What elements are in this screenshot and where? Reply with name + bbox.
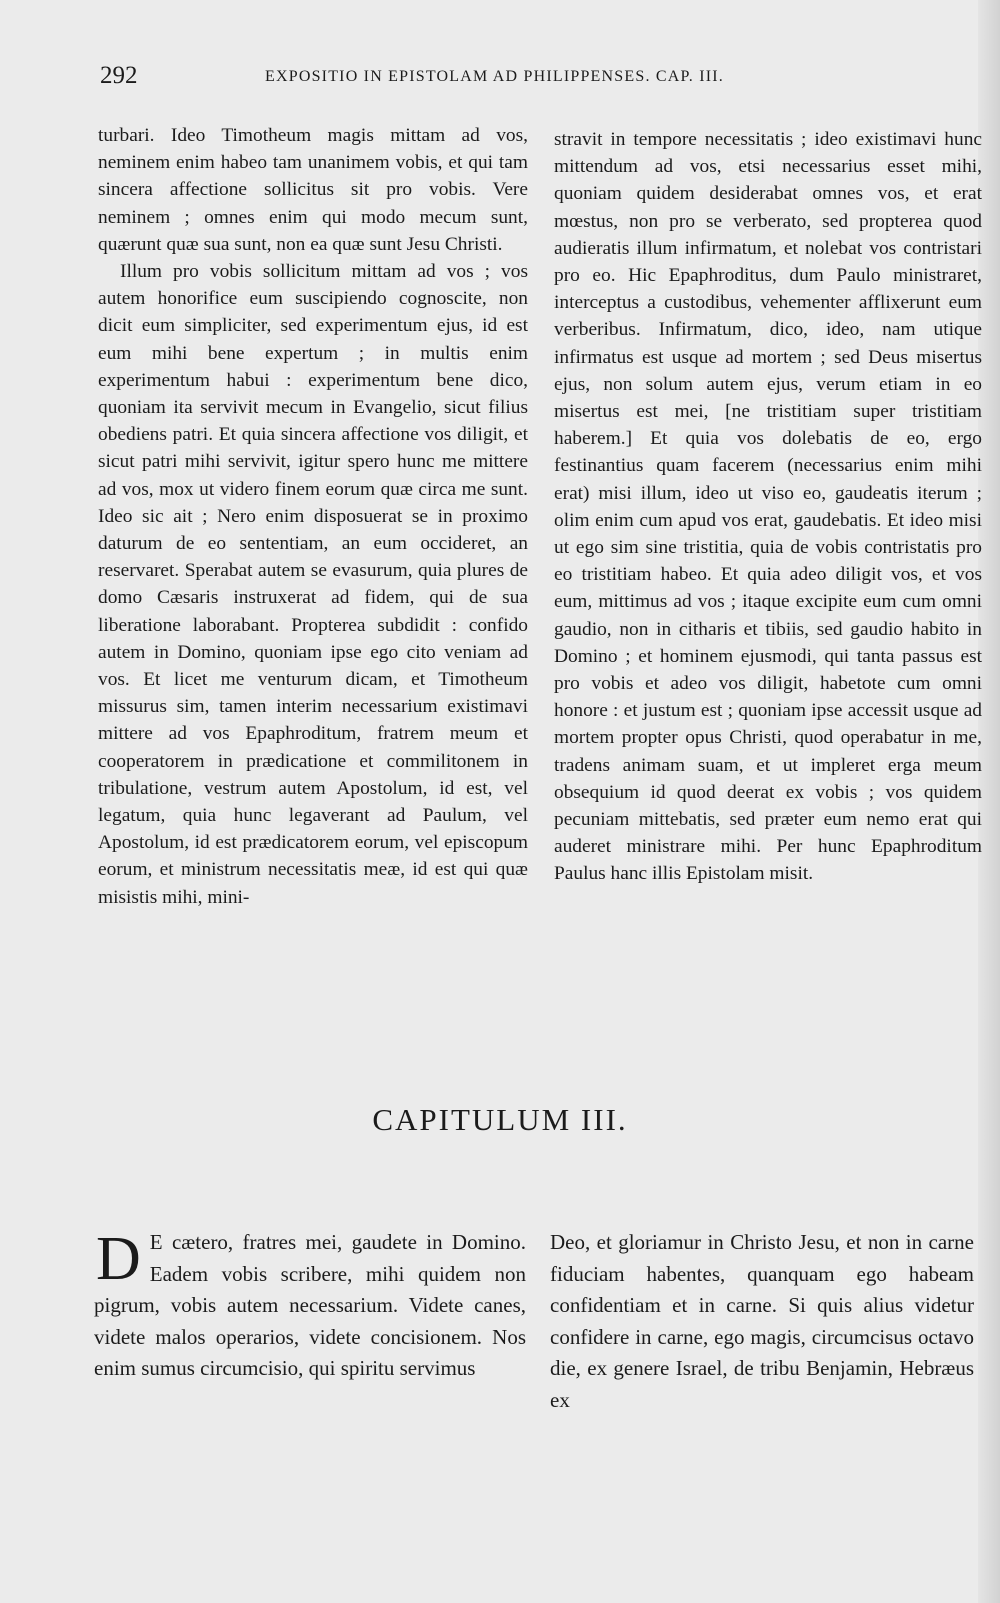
chapter-text-left-column — [94, 1227, 526, 1385]
chapter-paragraph — [94, 1227, 526, 1385]
commentary-paragraph: Illum pro vobis sollicitum mittam ad vos ; vos autem honorifice eum suscipiendo cognoscite, non dicit eum simpliciter, sed experimentum ejus, id est eum mihi bene expertum ; in multis enim experimentum habui : experimentum bene dico, quoniam ita servivit mecum in Evangelio, sicut filius obediens patri. Et quia sincera affectione vos diligit, et sicut patri mihi servivit, igitur spero hunc me mittere ad vos, mox ut videro finem eorum quæ circa me sunt. Ideo sic ait ; Nero enim disposuerat se in proximo daturum de eo sententiam, an eum occideret, an reservaret. Sperabat autem se evasurum, quia plures de domo Cæsaris instruxerat ad fidem, qui de sua liberatione laborabant. Propterea subdidit : confido autem in Domino, quoniam ipse ego cito veniam ad vos. Et licet me venturum dicam, et Timotheum missurus sim, tamen interim necessarium existimavi mittere ad vos Epaphroditum, fratrem meum et cooperatorem in prædicatione et commilitonem in tribulatione, vestrum autem Apostolum, id est, vel legatum, quia hunc legaverant ad Paulum, vel Apostolum, id est prædicatorem eorum, vel episcopum eorum, et ministrum necessitatis meæ, id est qui quæ misistis mihi, mini- — [98, 261, 528, 908]
commentary-paragraph: turbari. Ideo Timotheum magis mittam ad vos, neminem enim habeo tam unanimem vobis, et qui tam sincera affectione sollicitus sit pro vobis. Vere neminem ; omnes enim qui modo mecum sunt, quærunt quæ sua sunt, non ea quæ sunt Jesu Christi. — [98, 125, 528, 255]
running-head — [100, 62, 835, 92]
drop-cap: D — [96, 1225, 141, 1293]
commentary-left-column — [98, 122, 528, 911]
chapter-heading: CAPITULUM III. — [372, 1102, 628, 1137]
commentary-paragraph: stravit in tempore necessitatis ; ideo existimavi hunc mittendum ad vos, etsi necessarius esset mihi, quoniam quidem desiderabat omnes vos, et erat mœstus, non pro se verberato, sed propterea quod audieratis illum infirmatum, et nolebat vos contristari pro eo. Hic Epaphroditus, dum Paulo ministraret, interceptus a custodibus, vehementer afflixerunt eum verberibus. Infirmatum, dico, ideo, nam utique infirmatus est usque ad mortem ; sed Deus misertus ejus, non solum autem ejus, verum etiam in eo misertus est mei, [ne tristitiam super tristitiam haberem.] Et quia vos dolebatis de eo, ergo festinantius quam facerem (necessarius enim mihi erat) misi illum, ideo ut viso eo, gaudeatis iterum ; olim enim cum apud vos erat, gaudebatis. Et ideo misi ut ego sim sine tristitia, quia de vobis contristatis pro eo tristitiam habeo. Et quia adeo diligit vos, et vos eum, mittimus ad vos ; itaque excipite eum cum omni gaudio, non in citharis et tibiis, sed gaudio habito in Domino ; et hominem ejusmodi, qui tanta passus est pro vobis et adeo vos diligit, habetote cum omni honore : et justum est ; quoniam ipse accessit usque ad mortem propter opus Christi, quod operabatur in me, tradens animam suam, et ut impleret erga meum obsequium id quod deerat ex vobis ; vos quidem pecuniam mittebatis, sed præter eum nemo erat qui auderet ministrare mihi. Per hunc Epaphroditum Paulus hanc illis Epistolam misit. — [554, 129, 982, 885]
chapter-text-right: Deo, et gloriamur in Christo Jesu, et non in carne fiduciam habentes, quanquam ego habeam confidentiam et in carne. Si quis alius videtur confidere in carne, ego magis, circumcisus octavo die, ex genere Israel, de tribu Benjamin, Hebræus ex — [550, 1230, 974, 1412]
chapter-text-left: E cætero, fratres mei, gaudete in Domino. Eadem vobis scribere, mihi quidem non pigrum, vobis autem necessarium. Videte canes, videte malos operarios, videte concisionem. Nos enim sumus circumcisio, qui spiritu servimus — [94, 1230, 526, 1380]
page-number: 292 — [100, 62, 138, 89]
chapter-text-right-column — [550, 1227, 974, 1416]
commentary-right-column — [554, 126, 982, 888]
running-title: EXPOSITIO IN EPISTOLAM AD PHILIPPENSES. CAP. III. — [265, 68, 724, 85]
